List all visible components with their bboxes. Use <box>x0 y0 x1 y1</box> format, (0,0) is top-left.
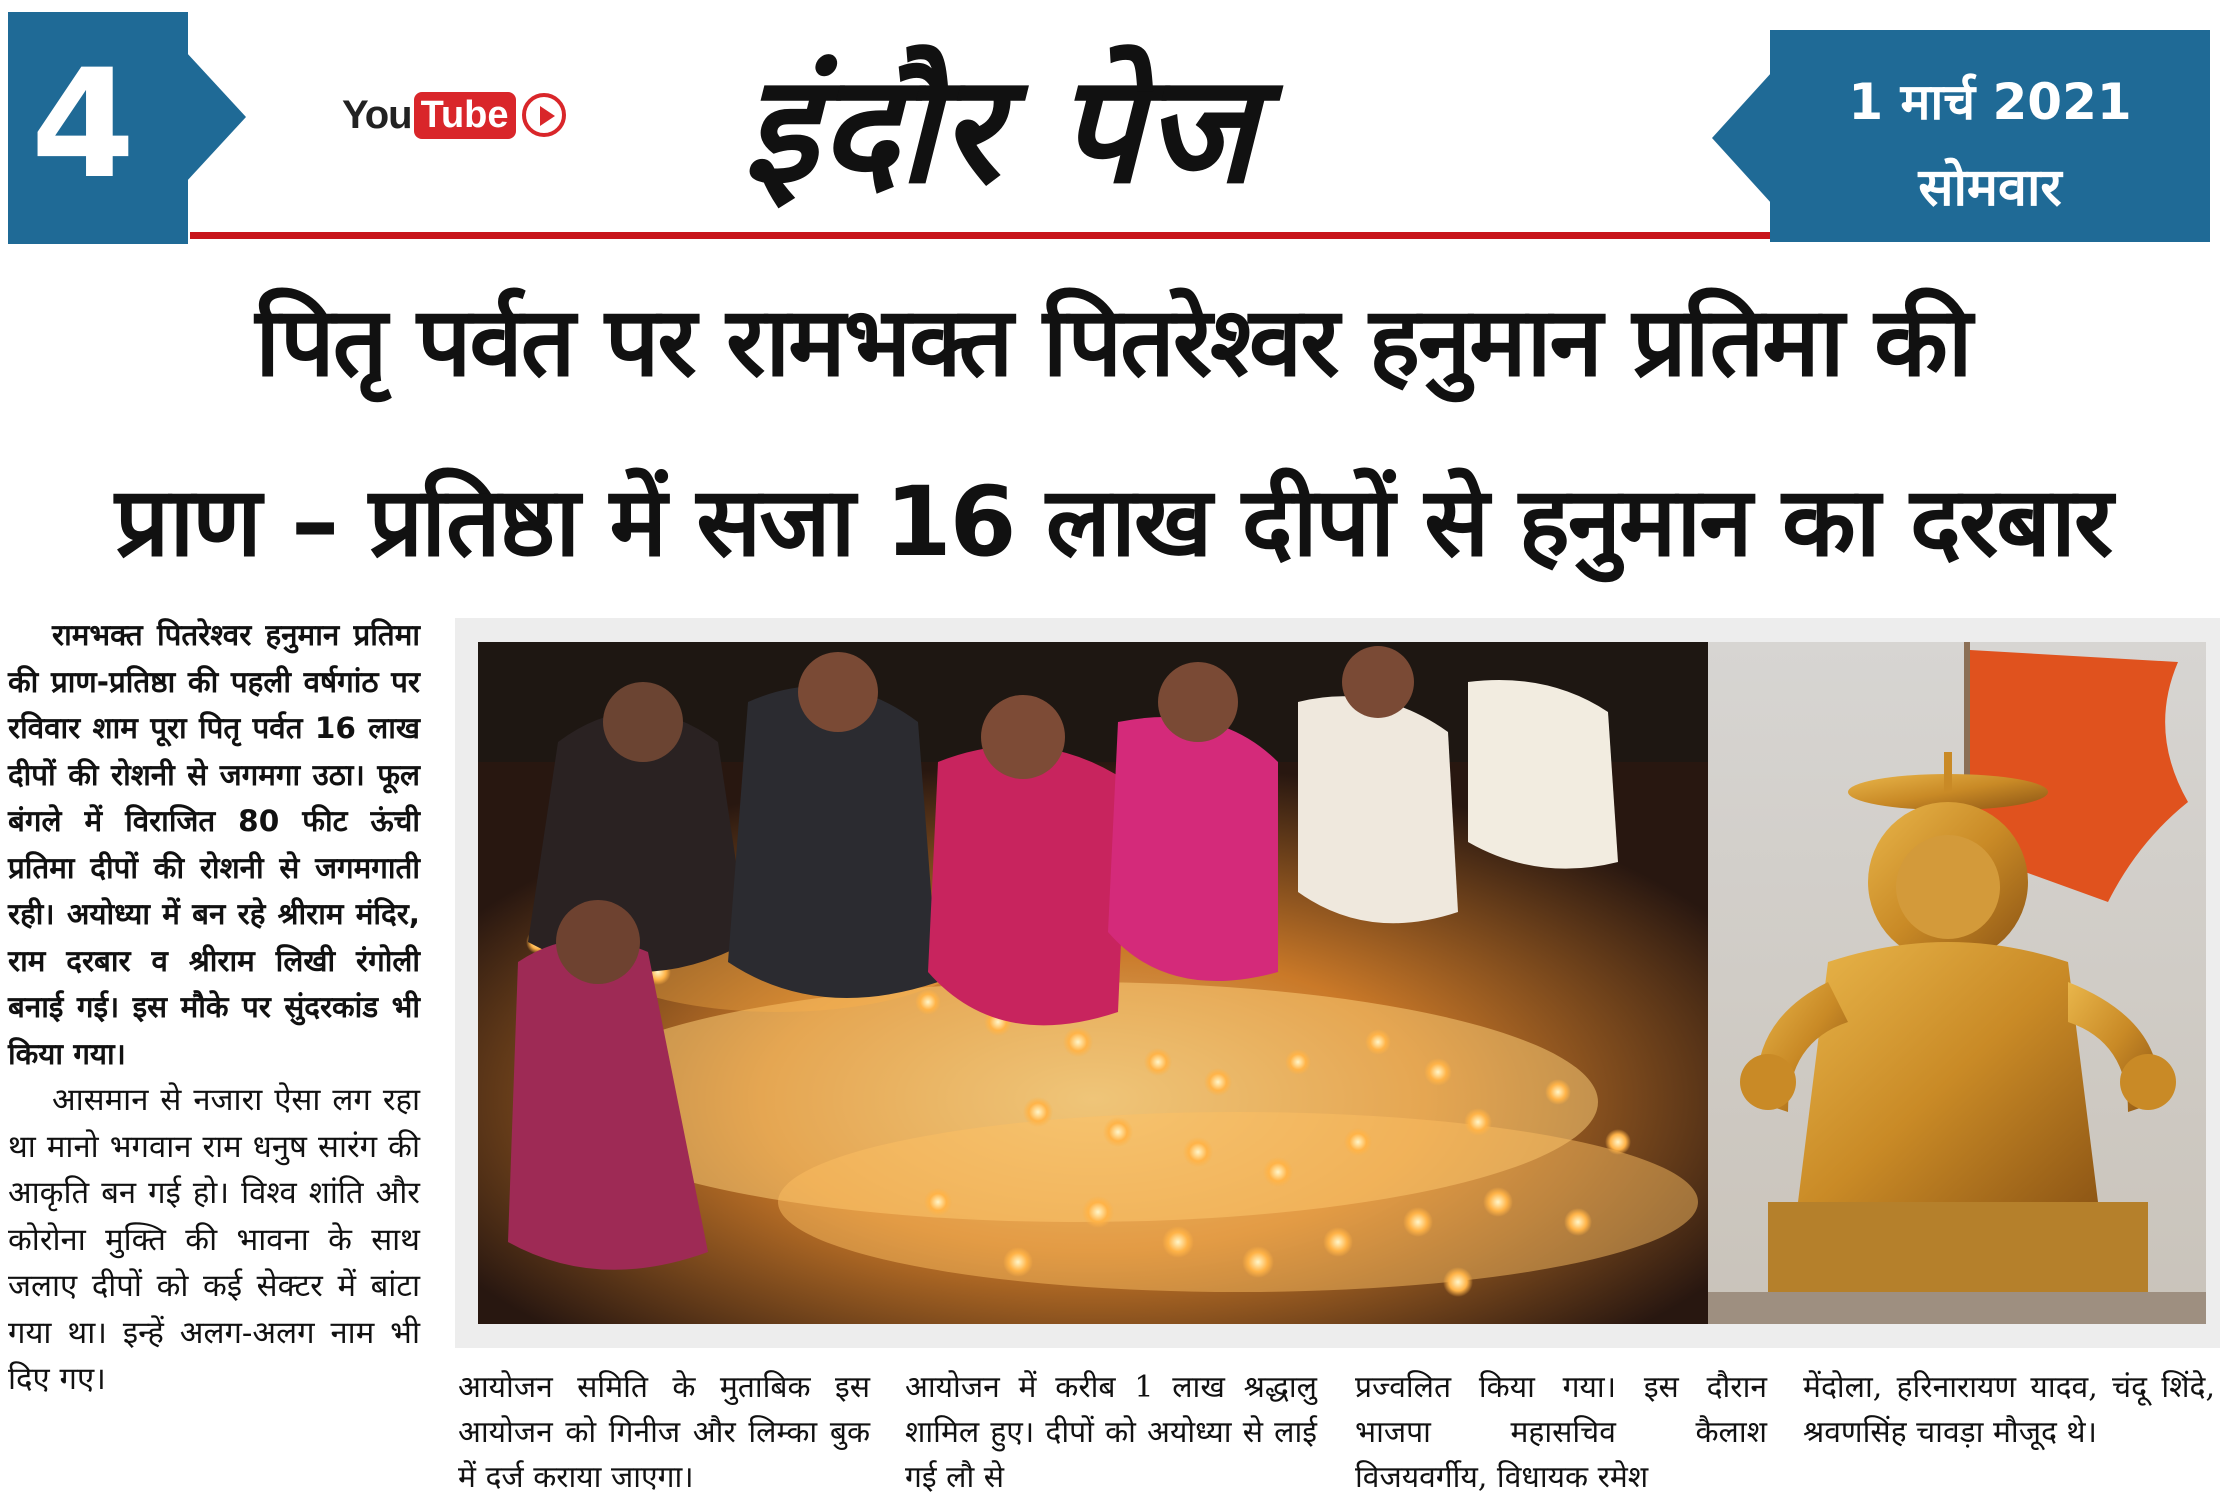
date-arrow <box>1712 72 1772 204</box>
play-icon <box>522 93 566 137</box>
page-number-arrow <box>186 52 246 182</box>
article-column-3: आयोजन में करीब 1 लाख श्रद्धालु शामिल हुए। दीपों को अयोध्या से लाई गई लौ से <box>905 1370 1317 1495</box>
article-column-2: आयोजन समिति के मुताबिक इस आयोजन को गिनीज और लिम्का बुक में दर्ज कराया जाएगा। <box>458 1370 870 1495</box>
youtube-logo-tube: Tube <box>414 92 516 139</box>
headline-line-1: पितृ पर्वत पर रामभक्त पितरेश्वर हनुमान प्रतिमा की <box>255 286 1971 398</box>
issue-date: 1 मार्च 2021 <box>1848 73 2132 131</box>
article-paragraph-2: आसमान से नजारा ऐसा लग रहा था मानो भगवान राम धनुष सारंग की आकृति बन गई हो। विश्व शांति और कोरोना मुक्ति की भावना के साथ जलाए दीपों को कई सेक्टर में बांटा गया था। इन्हें अलग-अलग नाम भी दिए गए। <box>8 1082 420 1397</box>
page-number: 4 <box>30 38 136 212</box>
issue-weekday: सोमवार <box>1918 158 2062 218</box>
date-box <box>1770 30 2210 242</box>
headline-line-2: प्राण – प्रतिष्ठा में सजा 16 लाख दीपों से हनुमान का दरबार <box>114 466 2112 578</box>
hanuman-statue-photo <box>1708 642 2206 1324</box>
youtube-logo[interactable] <box>342 88 566 142</box>
article-paragraph-1: रामभक्त पितरेश्वर हनुमान प्रतिमा की प्राण-प्रतिष्ठा की पहली वर्षगांठ पर रविवार शाम पूरा पितृ पर्वत 16 लाख दीपों की रोशनी से जगमगा उठा। फूल बंगले में विराजित 80 फीट ऊंची प्रतिमा दीपों की रोशनी से जगमगाती रही। अयोध्या में बन रहे श्रीराम मंदिर, राम दरबार व श्रीराम लिखी रंगोली बनाई गई। इस मौके पर सुंदरकांड भी किया गया। <box>8 618 420 1071</box>
header-rule <box>190 232 1770 239</box>
article-column-4: प्रज्वलित किया गया। इस दौरान भाजपा महासचिव कैलाश विजयवर्गीय, विधायक रमेश <box>1355 1370 1767 1495</box>
youtube-logo-you: You <box>342 92 412 137</box>
masthead-title: इंदौर पेज <box>742 43 1258 217</box>
page-number-box <box>8 12 188 244</box>
diya-lighting-photo <box>478 642 1708 1324</box>
article-left-column <box>8 612 420 1403</box>
article-column-5: मेंदोला, हरिनारायण यादव, चंदू शिंदे, श्रवणसिंह चावड़ा मौजूद थे। <box>1803 1370 2215 1450</box>
